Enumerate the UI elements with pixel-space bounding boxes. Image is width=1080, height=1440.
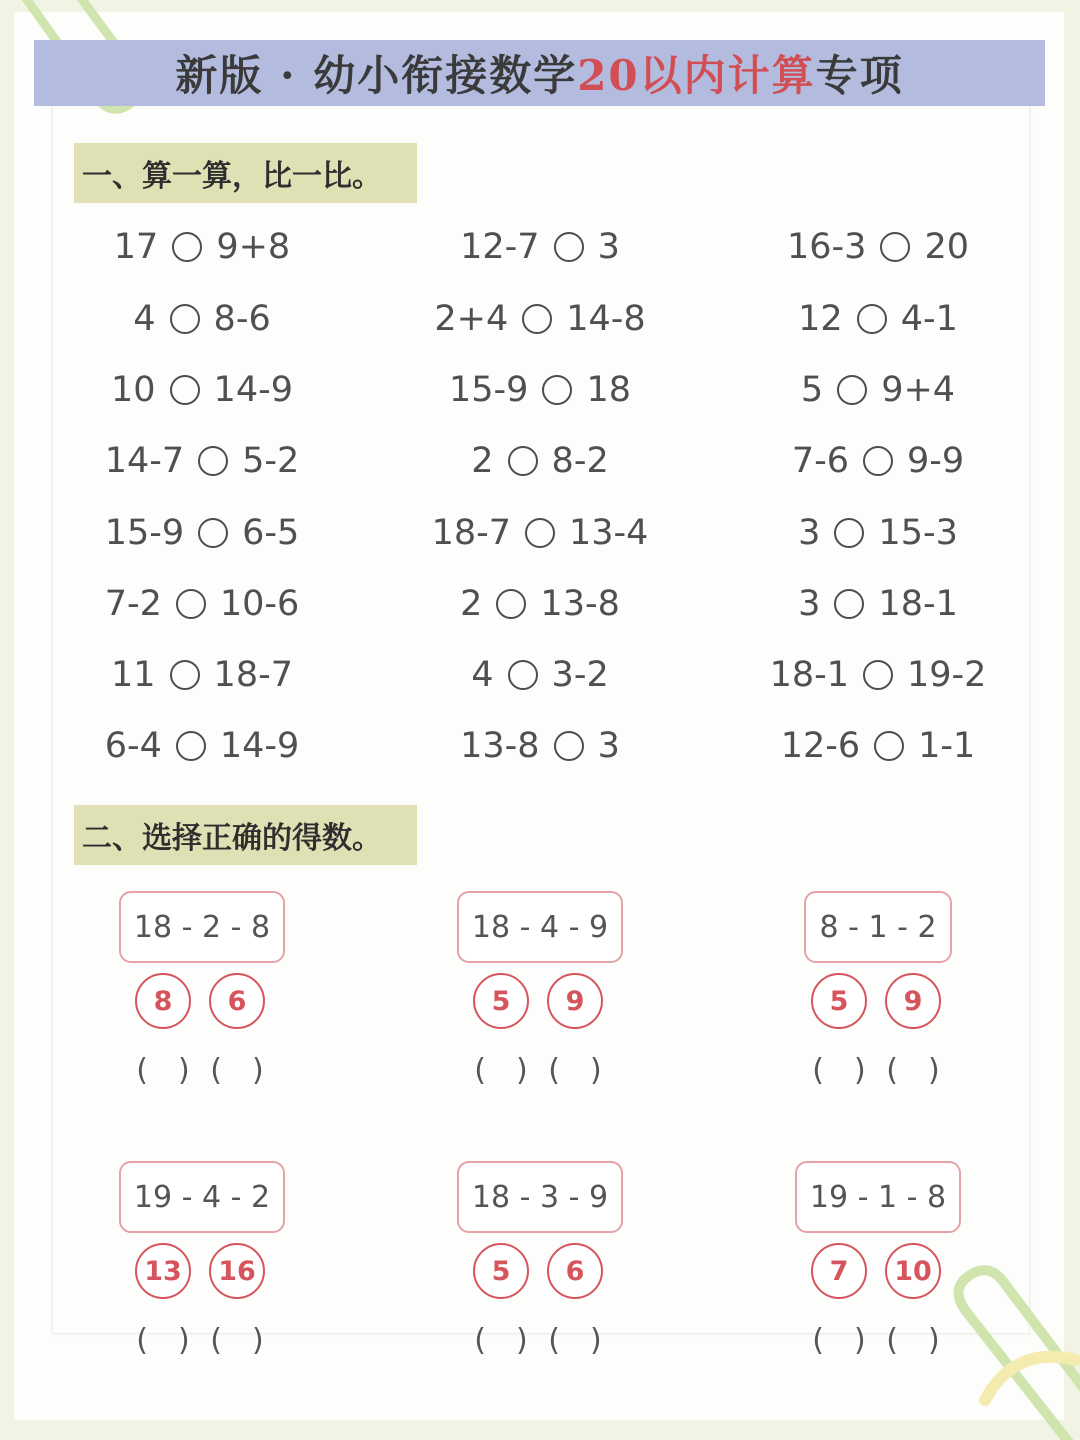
answer-blank[interactable]: ( ) (210, 1053, 264, 1088)
answer-circle[interactable] (834, 589, 864, 619)
title-prefix: 新版 · 幼小衔接数学 (175, 51, 578, 100)
comparison-item (32, 222, 372, 272)
comparison-left: 7-2 (104, 584, 162, 624)
comparison-item (708, 294, 1048, 344)
comparison-item (32, 721, 372, 771)
comparison-left: 12 (798, 299, 843, 339)
answer-circle[interactable] (522, 304, 552, 334)
comparison-left: 4 (471, 655, 494, 695)
expression-box: 18 - 3 - 9 (457, 1161, 623, 1233)
option-circle[interactable]: 16 (209, 1243, 265, 1299)
answer-circle[interactable] (198, 518, 228, 548)
comparison-right: 19-2 (907, 655, 987, 695)
comparison-item (32, 579, 372, 629)
answer-circle[interactable] (496, 589, 526, 619)
expression-box: 8 - 1 - 2 (804, 891, 952, 963)
comparison-left: 17 (113, 227, 159, 267)
comparison-item (370, 650, 710, 700)
comparison-right: 9+8 (216, 227, 291, 267)
comparison-left: 3 (798, 513, 821, 553)
comparison-left: 10 (111, 370, 156, 410)
answer-circle[interactable] (172, 232, 202, 262)
option-circle[interactable]: 13 (135, 1243, 191, 1299)
option-circle[interactable]: 6 (547, 1243, 603, 1299)
answer-blank[interactable]: ( ) (886, 1053, 940, 1088)
comparison-left: 12-7 (460, 227, 540, 267)
comparison-left: 18-1 (769, 655, 849, 695)
comparison-item (32, 508, 372, 558)
comparison-right: 6-5 (242, 513, 300, 553)
comparison-right: 13-8 (540, 584, 620, 624)
comparison-right: 9+4 (881, 370, 956, 410)
answer-circle[interactable] (170, 375, 200, 405)
comparison-item (370, 222, 710, 272)
comparison-left: 7-6 (791, 441, 849, 481)
option-circle[interactable]: 6 (209, 973, 265, 1029)
comparison-right: 18 (586, 370, 631, 410)
comparison-item (32, 365, 372, 415)
answer-blank[interactable]: ( ) (812, 1323, 866, 1358)
worksheet-frame (52, 88, 1030, 1334)
comparison-item (708, 650, 1048, 700)
section-2-heading: 二、选择正确的得数。 (74, 805, 417, 865)
comparison-right: 13-4 (569, 513, 649, 553)
expression-box: 18 - 2 - 8 (119, 891, 285, 963)
comparison-left: 15-9 (449, 370, 529, 410)
comparison-left: 11 (111, 655, 156, 695)
comparison-item (370, 294, 710, 344)
comparison-item (370, 436, 710, 486)
comparison-left: 4 (133, 299, 156, 339)
answer-circle[interactable] (863, 446, 893, 476)
answer-blank[interactable]: ( ) (474, 1053, 528, 1088)
comparison-right: 18-7 (213, 655, 293, 695)
option-circle[interactable]: 5 (473, 1243, 529, 1299)
comparison-right: 20 (924, 227, 969, 267)
comparison-right: 8-6 (213, 299, 271, 339)
answer-circle[interactable] (170, 304, 200, 334)
answer-blank[interactable]: ( ) (136, 1323, 190, 1358)
comparison-left: 14-7 (104, 441, 185, 481)
answer-blank[interactable]: ( ) (886, 1323, 940, 1358)
answer-circle[interactable] (542, 375, 572, 405)
comparison-item (370, 579, 710, 629)
comparison-left: 5 (800, 370, 824, 410)
comparison-left: 2 (471, 441, 494, 481)
answer-circle[interactable] (874, 731, 904, 761)
comparison-item (708, 579, 1048, 629)
comparison-left: 13-8 (460, 726, 540, 766)
answer-circle[interactable] (176, 731, 206, 761)
option-circle[interactable]: 10 (885, 1243, 941, 1299)
answer-circle[interactable] (863, 660, 893, 690)
comparison-left: 16-3 (787, 227, 867, 267)
answer-circle[interactable] (554, 232, 584, 262)
expression-box: 19 - 4 - 2 (119, 1161, 285, 1233)
page-title (34, 40, 1045, 106)
comparison-right: 9-9 (907, 441, 965, 481)
comparison-left: 2+4 (434, 299, 509, 339)
answer-blank[interactable]: ( ) (474, 1323, 528, 1358)
comparison-item (708, 721, 1048, 771)
answer-circle[interactable] (525, 518, 555, 548)
comparison-right: 15-3 (878, 513, 958, 553)
option-circle[interactable]: 5 (811, 973, 867, 1029)
expression-box: 18 - 4 - 9 (457, 891, 623, 963)
answer-circle[interactable] (857, 304, 887, 334)
comparison-right: 14-8 (566, 299, 646, 339)
comparison-left: 6-4 (104, 726, 162, 766)
comparison-right: 5-2 (242, 441, 300, 481)
option-circle[interactable]: 5 (473, 973, 529, 1029)
comparison-right: 10-6 (219, 584, 300, 624)
comparison-item (708, 365, 1048, 415)
section-1-heading: 一、算一算，比一比。 (74, 143, 417, 203)
answer-blank[interactable]: ( ) (136, 1053, 190, 1088)
comparison-item (370, 365, 710, 415)
comparison-right: 3 (597, 227, 620, 267)
option-circle[interactable]: 7 (811, 1243, 867, 1299)
answer-blank[interactable]: ( ) (548, 1053, 602, 1088)
comparison-right: 18-1 (878, 584, 958, 624)
answer-circle[interactable] (834, 518, 864, 548)
answer-circle[interactable] (176, 589, 206, 619)
comparison-left: 12-6 (780, 726, 861, 766)
answer-circle[interactable] (508, 446, 538, 476)
comparison-left: 18-7 (431, 513, 511, 553)
answer-blank[interactable]: ( ) (812, 1053, 866, 1088)
option-circle[interactable]: 9 (885, 973, 941, 1029)
comparison-right: 14-9 (219, 726, 300, 766)
answer-blank[interactable]: ( ) (548, 1323, 602, 1358)
option-circle[interactable]: 9 (547, 973, 603, 1029)
comparison-item (708, 222, 1048, 272)
answer-circle[interactable] (508, 660, 538, 690)
answer-circle[interactable] (170, 660, 200, 690)
title-accent: 20以内计算 (577, 51, 816, 100)
comparison-item (708, 436, 1048, 486)
comparison-item (32, 294, 372, 344)
option-circle[interactable]: 8 (135, 973, 191, 1029)
answer-circle[interactable] (837, 375, 867, 405)
comparison-right: 14-9 (213, 370, 293, 410)
comparison-right: 1-1 (918, 726, 976, 766)
answer-circle[interactable] (554, 731, 584, 761)
comparison-item (370, 721, 710, 771)
comparison-left: 2 (460, 584, 483, 624)
comparison-right: 3-2 (551, 655, 609, 695)
comparison-right: 8-2 (551, 441, 609, 481)
expression-box: 19 - 1 - 8 (795, 1161, 961, 1233)
comparison-item (32, 436, 372, 486)
comparison-right: 4-1 (900, 299, 958, 339)
comparison-left: 15-9 (104, 513, 185, 553)
answer-circle[interactable] (198, 446, 228, 476)
comparison-item (370, 508, 710, 558)
answer-circle[interactable] (880, 232, 910, 262)
title-suffix: 专项 (815, 51, 904, 100)
comparison-left: 3 (798, 584, 821, 624)
comparison-item (32, 650, 372, 700)
comparison-right: 3 (597, 726, 620, 766)
answer-blank[interactable]: ( ) (210, 1323, 264, 1358)
comparison-item (708, 508, 1048, 558)
